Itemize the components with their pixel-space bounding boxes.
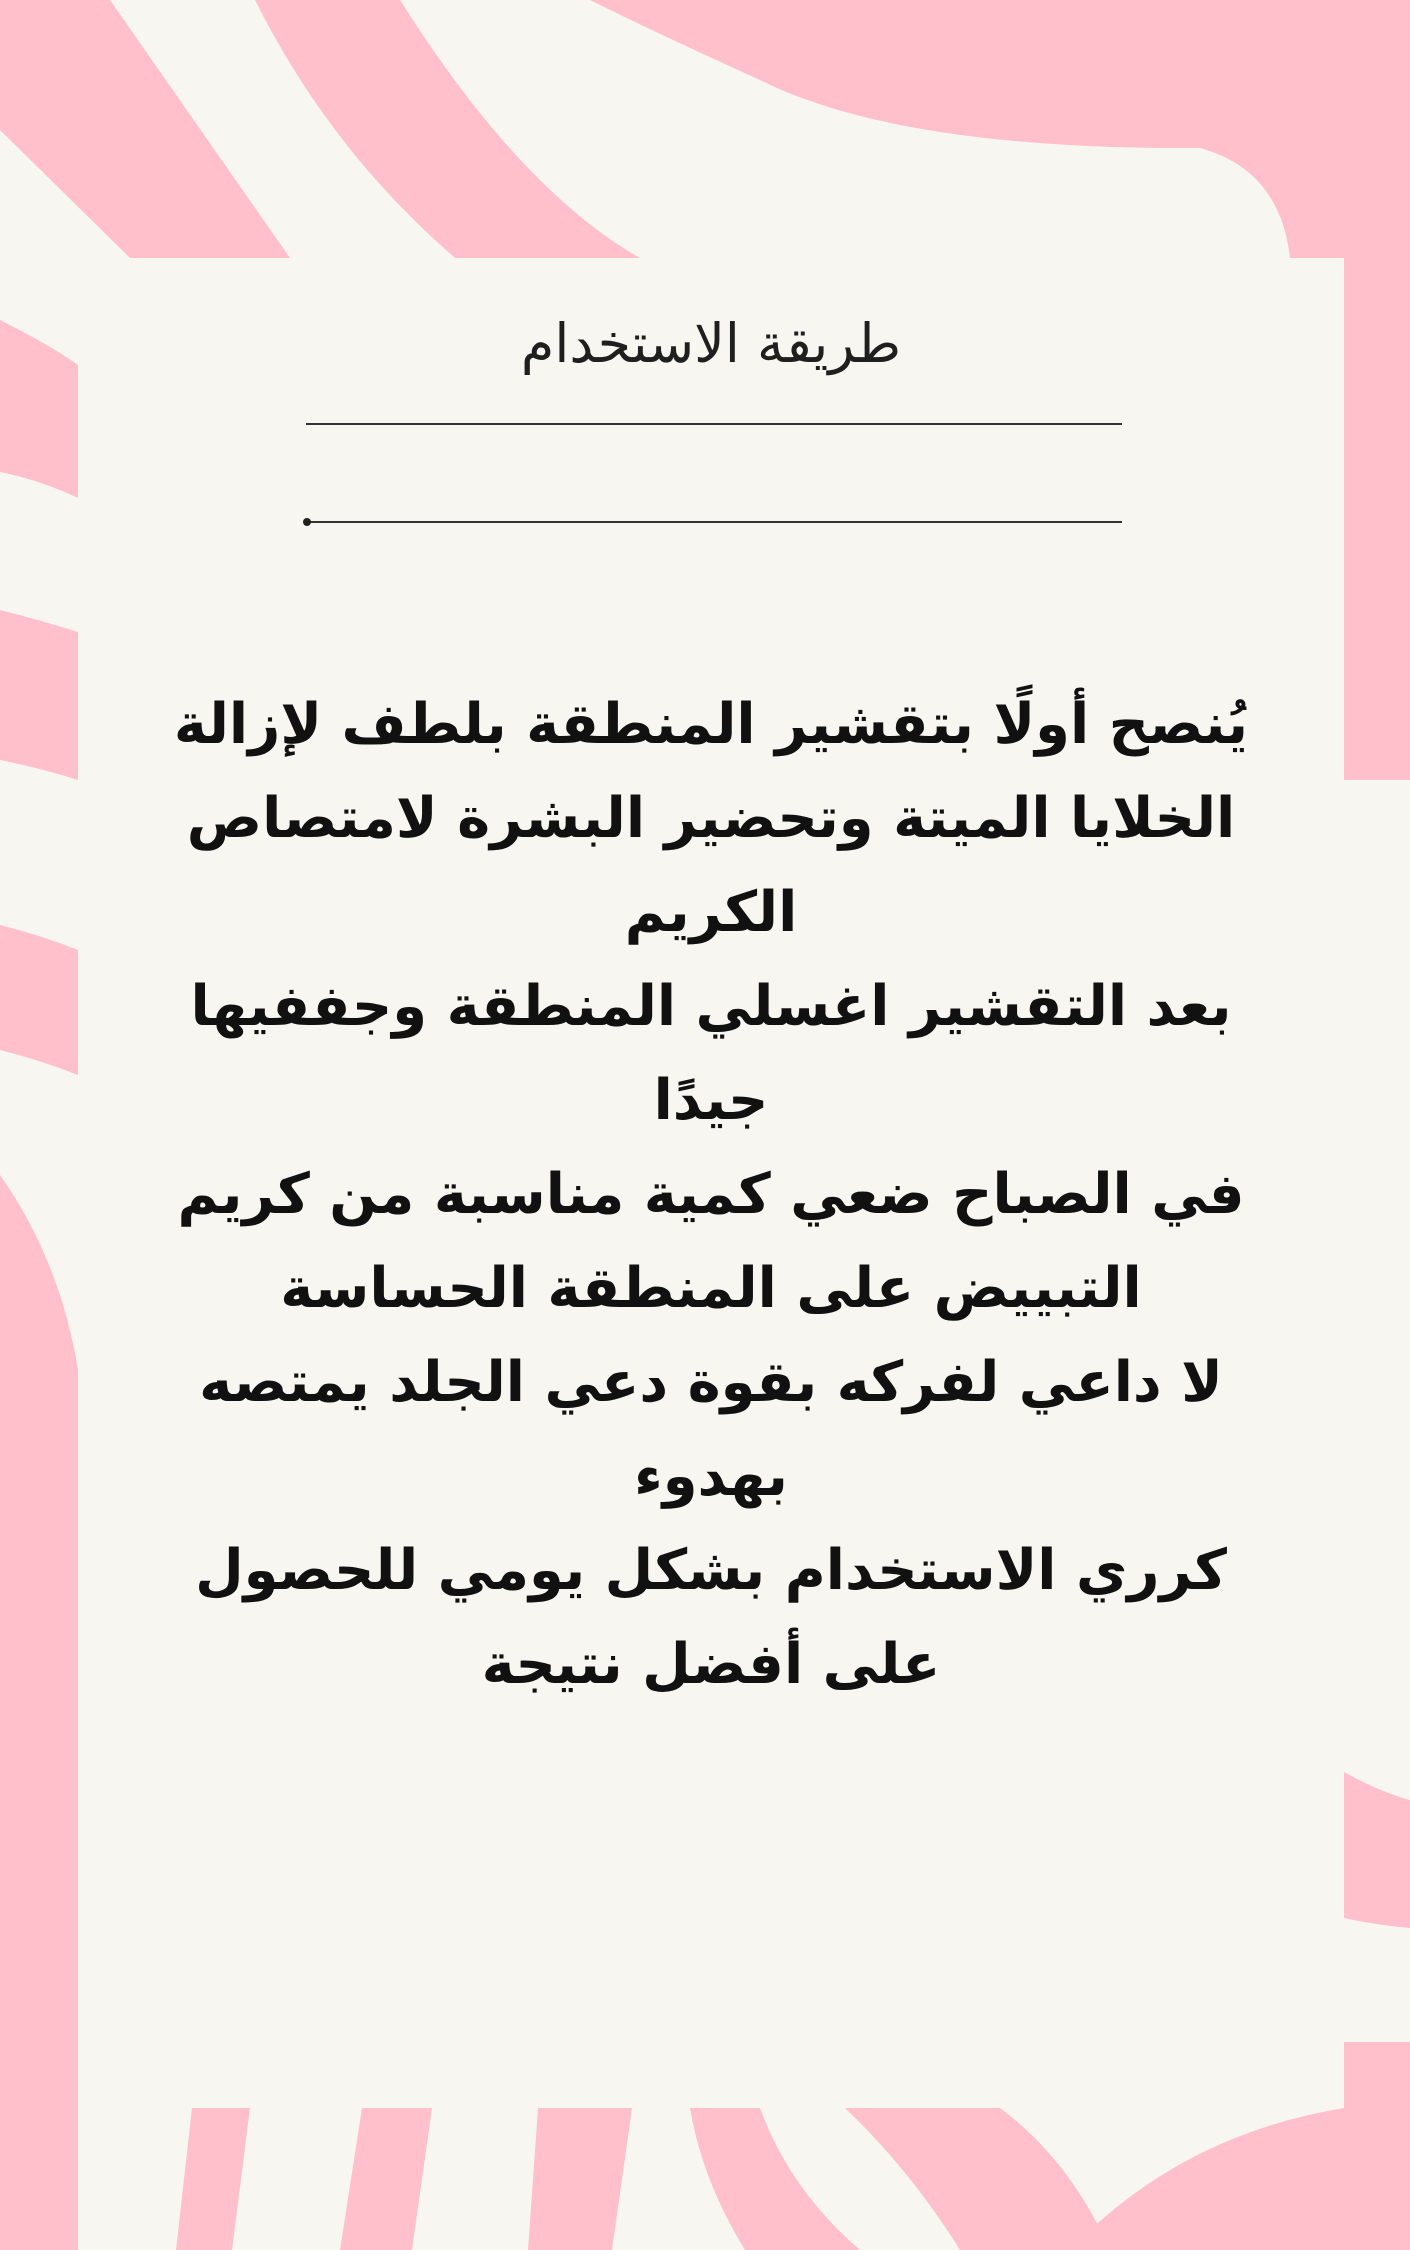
pink-stripe [845, 2108, 1110, 2250]
pink-stripe [528, 2108, 632, 2250]
pink-stripe [176, 2108, 250, 2250]
instructions-list [138, 678, 1284, 1712]
pink-stripe [340, 2108, 432, 2250]
divider-line [306, 423, 1122, 425]
pink-stripe [1344, 1772, 1410, 1928]
instruction-item: بعد التقشير اغسلي المنطقة وجففيها جيدًا [190, 974, 1232, 1133]
instruction-item: لا داعي لفركه بقوة دعي الجلد يمتصه بهدوء [199, 1350, 1223, 1509]
divider-line [306, 521, 1122, 523]
pink-stripe [0, 0, 290, 258]
instruction-item: يُنصح أولًا بتقشير المنطقة بلطف لإزالة الخلايا الميتة وتحضير البشرة لامتصاص الكريم [173, 692, 1249, 945]
divider-dot [303, 518, 311, 526]
instruction-item: كرري الاستخدام بشكل يومي للحصول على أفضل نتيجة [195, 1538, 1227, 1697]
instruction-item: في الصباح ضعي كمية مناسبة من كريم التبييض على المنطقة الحساسة [177, 1162, 1245, 1321]
pink-stripe [255, 0, 640, 258]
pink-stripe [690, 2108, 860, 2250]
pink-stripe [0, 320, 78, 498]
pink-stripe [0, 925, 78, 1075]
document-title: طريقة الاستخدام [520, 312, 902, 375]
content-card [78, 258, 1344, 2108]
pink-stripe [0, 610, 78, 780]
pink-swirl [0, 1175, 78, 2250]
